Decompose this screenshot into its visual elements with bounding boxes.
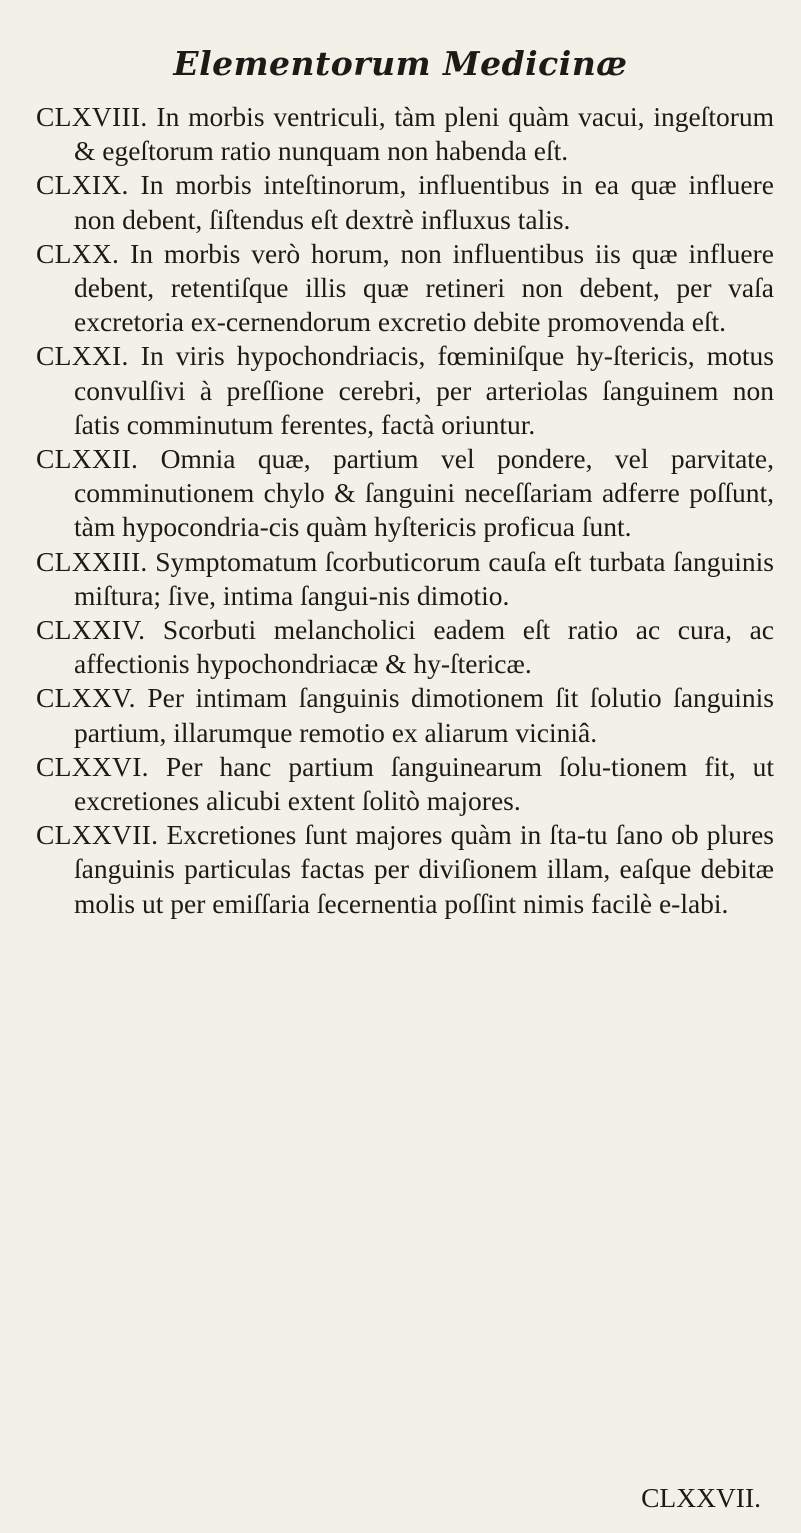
paragraph-number: CLXXIV. bbox=[36, 614, 146, 646]
running-head: Elementorum Medicinæ bbox=[173, 44, 628, 83]
paragraph-number: CLXXI. bbox=[36, 340, 129, 372]
paragraph-number: CLXXVII. bbox=[36, 819, 159, 851]
paragraph-text: Omnia quæ, partium vel pondere, vel parvitate, comminutionem chylo & ſanguini neceſſariam adferre poſſunt, tàm hypocondria-cis quàm hyſtericis proficua ſunt. bbox=[74, 443, 774, 543]
paragraph-176 bbox=[36, 750, 774, 818]
paragraph-number: CLXXII. bbox=[36, 443, 139, 475]
paragraph-177 bbox=[36, 818, 774, 921]
paragraph-number: CLXXIII. bbox=[36, 545, 148, 577]
paragraph-text: Per hanc partium ſanguinearum ſolu-tionem fit, ut excretiones alicubi extent ſolitò majores. bbox=[74, 750, 775, 817]
paragraph-text: Scorbuti melancholici eadem eſt ratio ac cura, ac affectionis hypochondriacæ & hy-ſtericæ. bbox=[74, 614, 775, 680]
paragraph-text: Excretiones ſunt majores quàm in ſta-tu ſano ob plures ſanguinis particulas factas per diviſionem illam, eaſque debitæ molis ut per emiſſaria ſecernentia poſſint nimis facilè e-labi. bbox=[74, 819, 775, 919]
paragraph-text: In morbis inteſtinorum, influentibus in ea quæ influere non debent, ſiſtendus eſt dextrè influxus talis. bbox=[74, 169, 774, 235]
paragraph-172 bbox=[36, 442, 774, 545]
paragraph-number: CLXIX. bbox=[36, 169, 129, 201]
paragraph-number: CLXXV. bbox=[36, 682, 136, 714]
paragraph-number: CLXVIII. bbox=[36, 101, 148, 132]
paragraph-number: CLXX. bbox=[36, 237, 120, 269]
paragraph-168 bbox=[36, 100, 774, 168]
paragraph-174 bbox=[36, 613, 774, 681]
body-text bbox=[36, 100, 774, 921]
catchword: CLXXVII. bbox=[641, 1482, 761, 1513]
paragraph-text: Symptomatum ſcorbuticorum cauſa eſt turbata ſanguinis miſtura; ſive, intima ſangui-nis dimotio. bbox=[74, 545, 775, 611]
paragraph-171 bbox=[36, 339, 774, 442]
paragraph-170 bbox=[36, 237, 774, 340]
paragraph-number: CLXXVI. bbox=[36, 750, 149, 782]
paragraph-text: In morbis ventriculi, tàm pleni quàm vacui, ingeſtorum & egeſtorum ratio nunquam non habenda eſt. bbox=[74, 101, 775, 167]
paragraph-169 bbox=[36, 168, 774, 236]
paragraph-text: In morbis verò horum, non influentibus iis quæ influere debent, retentiſque illis quæ retineri non debent, per vaſa excretoria ex-cernendorum excretio debite promovenda eſt. bbox=[74, 237, 775, 338]
paragraph-173 bbox=[36, 545, 774, 613]
paragraph-175 bbox=[36, 681, 774, 749]
paragraph-text: Per intimam ſanguinis dimotionem ſit ſolutio ſanguinis partium, illarumque remotio ex aliarum viciniâ. bbox=[74, 682, 775, 748]
paragraph-text: In viris hypochondriacis, fœminiſque hy-ſtericis, motus convulſivi à preſſione cerebri, per arteriolas ſanguinem non ſatis comminutum ferentes, factà oriuntur. bbox=[74, 340, 774, 440]
